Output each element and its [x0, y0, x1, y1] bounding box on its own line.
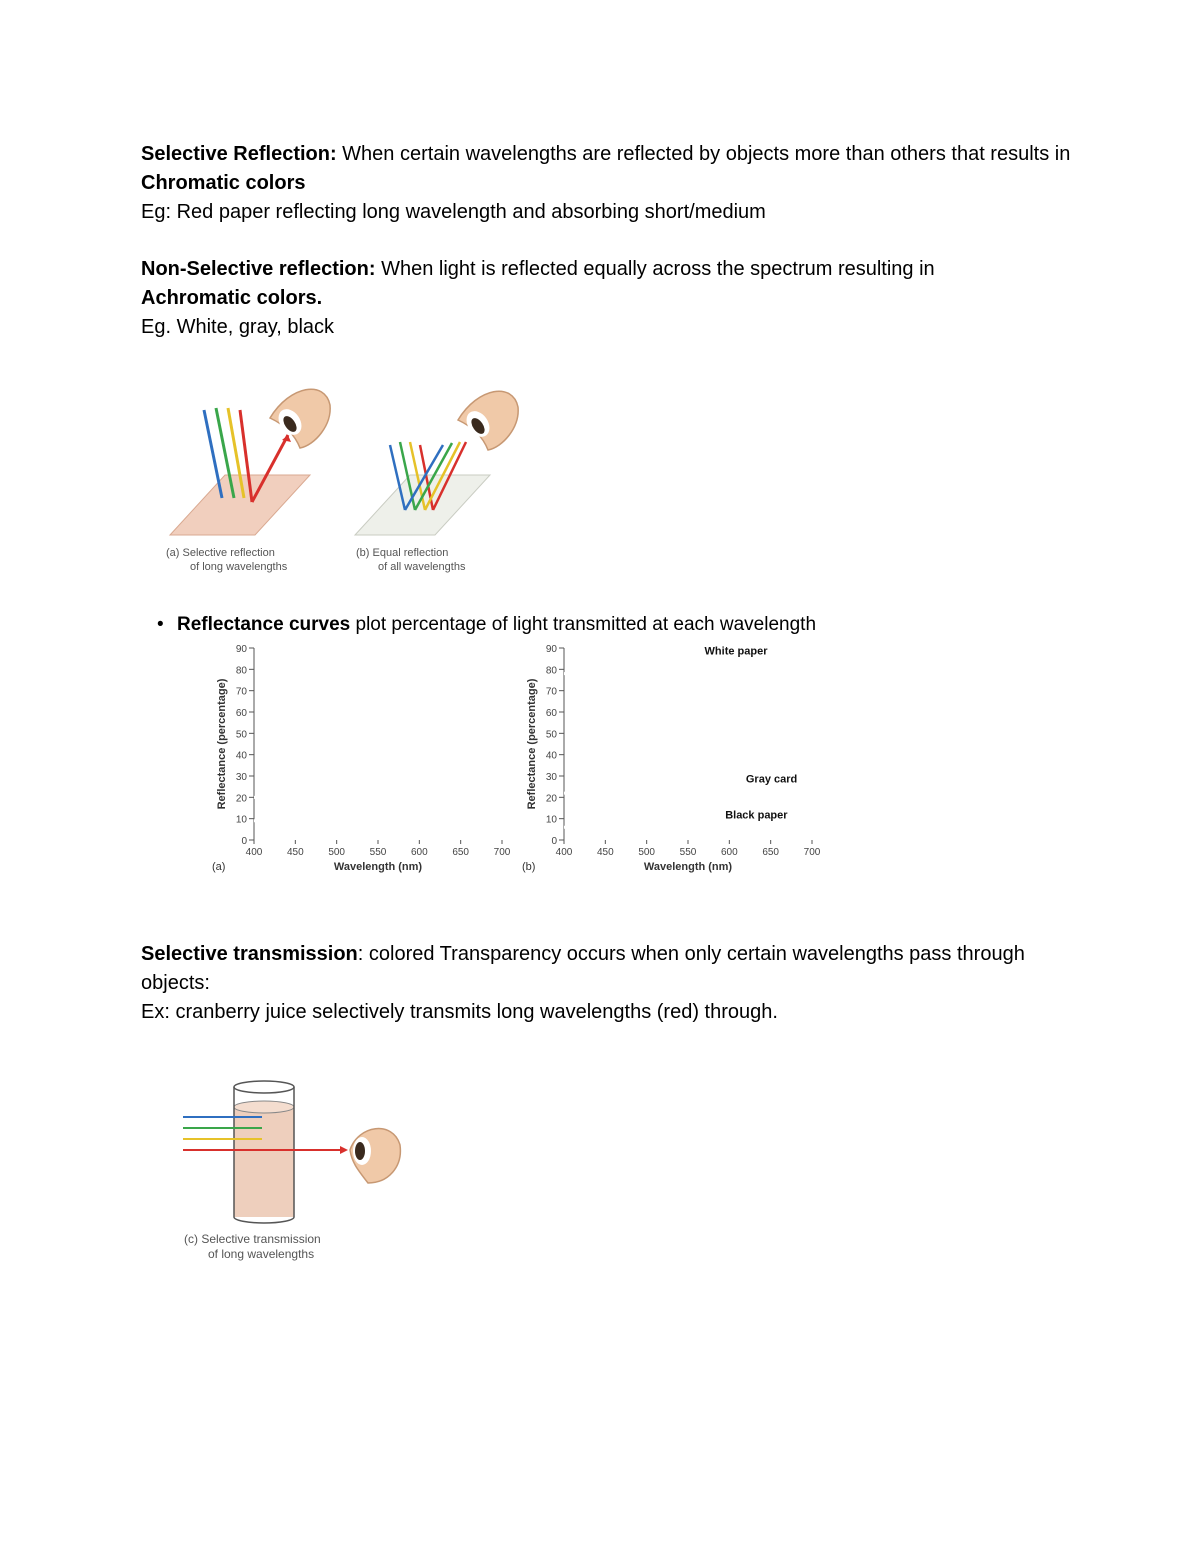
panel-label: (b): [522, 861, 536, 873]
caption-a-line1: (a) Selective reflection: [166, 547, 275, 559]
reflectance-chart-b: [520, 640, 825, 880]
reflection-figure: [160, 380, 530, 580]
arrowhead-c: [340, 1146, 348, 1154]
y-tick-label: 30: [545, 772, 557, 783]
caption-b-line2: of all wavelengths: [378, 561, 466, 573]
reflectance-chart-a: [210, 640, 515, 880]
y-tick-label: 30: [235, 772, 247, 783]
x-tick-label: 700: [493, 847, 511, 858]
y-tick-label: 80: [545, 665, 557, 677]
selective-transmission-text: : colored Transparency occurs when only certain wavelengths pass through objects:: [141, 943, 1025, 994]
series-label-tomato: Tomato: [259, 824, 299, 837]
non-selective-reflection-example: Eg. White, gray, black: [141, 316, 335, 338]
selective-transmission-paragraph: [141, 940, 1041, 1027]
y-tick-label: 10: [235, 814, 247, 826]
selective-reflection-text: When certain wavelengths are reflected by objects more than others that results in: [336, 143, 1071, 165]
x-tick-label: 500: [638, 847, 656, 858]
white-paper-sheet: [355, 475, 490, 535]
reflectance-bullet-text: plot percentage of light transmitted at each wavelength: [350, 614, 817, 635]
y-tick-label: 60: [235, 708, 247, 719]
non-selective-reflection-text: When light is reflected equally across the spectrum resulting in: [375, 258, 935, 280]
x-tick-label: 600: [720, 847, 738, 858]
eye-icon: [458, 391, 518, 450]
y-tick-label: 0: [551, 836, 557, 847]
eye-icon: [270, 389, 330, 448]
x-tick-label: 650: [452, 847, 470, 858]
y-tick-label: 70: [545, 686, 557, 698]
non-selective-reflection-paragraph: [141, 255, 1021, 342]
non-selective-reflection-term: Non-Selective reflection:: [141, 258, 376, 280]
caption-a-line2: of long wavelengths: [190, 561, 288, 573]
y-tick-label: 80: [235, 665, 247, 677]
glass-rim: [234, 1081, 294, 1093]
x-tick-label: 400: [555, 847, 573, 858]
x-tick-label: 500: [328, 847, 346, 858]
y-tick-label: 20: [235, 793, 247, 805]
caption-c-line1: (c) Selective transmission: [184, 1232, 321, 1246]
y-tick-label: 90: [545, 644, 557, 655]
x-tick-label: 400: [245, 847, 263, 858]
y-tick-label: 50: [545, 729, 557, 741]
y-tick-label: 70: [235, 686, 247, 698]
selective-reflection-paragraph: [141, 140, 1071, 227]
y-axis-label: Reflectance (percentage): [216, 678, 228, 810]
y-tick-label: 20: [545, 793, 557, 805]
reflectance-bullet: [157, 612, 816, 638]
glass-liquid: [234, 1107, 294, 1217]
y-tick-label: 10: [545, 814, 557, 826]
reflectance-curves-term: Reflectance curves: [177, 614, 351, 635]
x-axis-label: Wavelength (nm): [333, 861, 423, 873]
series-label-lettuce: Lettuce: [259, 779, 299, 792]
y-tick-label: 60: [545, 708, 557, 719]
selective-reflection-term: Selective Reflection:: [141, 143, 337, 165]
x-tick-label: 450: [596, 847, 614, 858]
y-tick-label: 0: [241, 836, 247, 847]
series-label-black-paper: Black paper: [725, 809, 788, 822]
y-tick-label: 90: [235, 644, 247, 655]
liquid-surface: [234, 1101, 294, 1113]
bullet-dot: •: [157, 614, 164, 635]
caption-c-line2: of long wavelengths: [208, 1247, 315, 1261]
achromatic-colors-emph: Achromatic colors.: [141, 287, 323, 309]
y-axis-label: Reflectance (percentage): [526, 678, 538, 810]
x-tick-label: 600: [410, 847, 428, 858]
y-tick-label: 40: [545, 750, 557, 762]
selective-transmission-example: Ex: cranberry juice selectively transmits long wavelengths (red) through.: [141, 1001, 778, 1023]
x-tick-label: 550: [369, 847, 387, 858]
x-tick-label: 550: [679, 847, 697, 858]
chromatic-colors-emph: Chromatic colors: [141, 172, 306, 194]
transmission-figure: [178, 1075, 418, 1270]
x-tick-label: 450: [286, 847, 304, 858]
selective-reflection-example: Eg: Red paper reflecting long wavelength and absorbing short/medium: [141, 201, 766, 223]
panel-label: (a): [212, 861, 226, 873]
series-label-gray-card: Gray card: [745, 773, 798, 786]
x-axis-label: Wavelength (nm): [643, 861, 733, 873]
eye-icon: [350, 1129, 400, 1183]
selective-transmission-term: Selective transmission: [141, 943, 358, 965]
caption-b-line1: (b) Equal reflection: [356, 547, 449, 559]
glass-bottom: [234, 1217, 294, 1223]
x-tick-label: 650: [762, 847, 780, 858]
y-tick-label: 50: [235, 729, 247, 741]
y-tick-label: 40: [235, 750, 247, 762]
x-tick-label: 700: [803, 847, 821, 858]
series-label-white-paper: White paper: [704, 645, 768, 658]
